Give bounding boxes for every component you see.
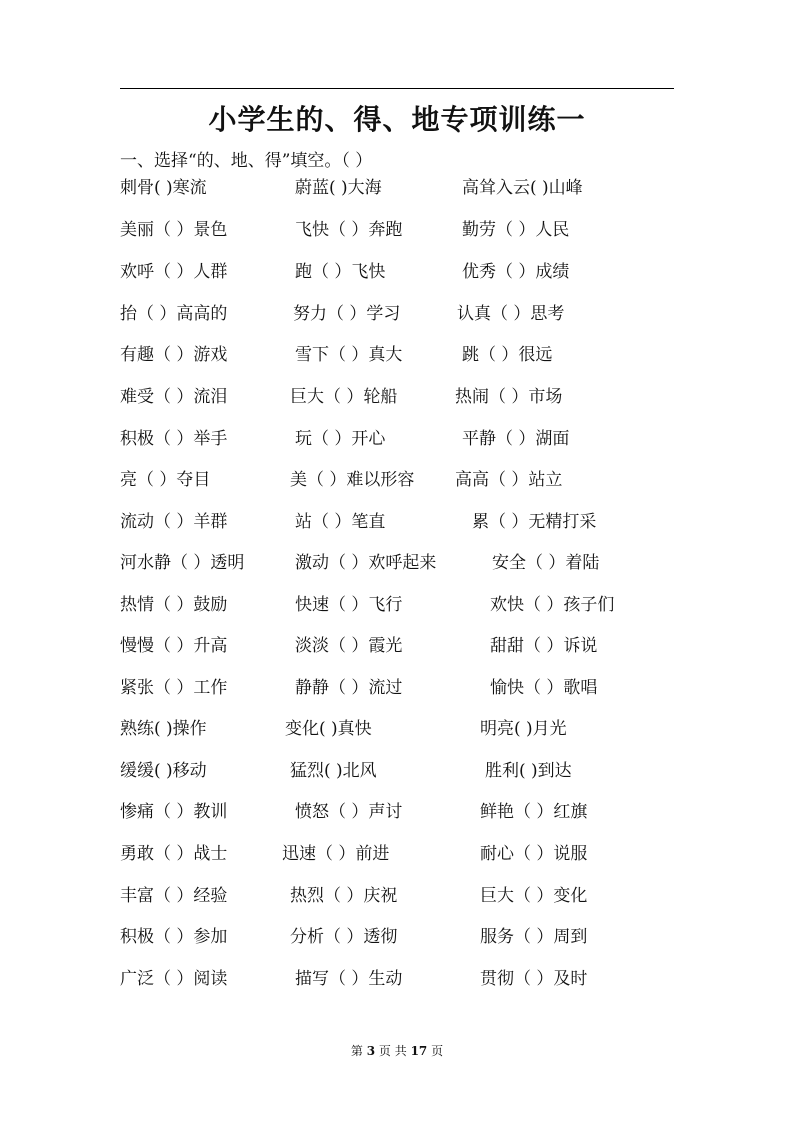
- exercise-item: 勇敢（ ）战士: [120, 844, 228, 864]
- exercise-item: 安全（ ）着陆: [492, 553, 600, 573]
- exercise-item: 积极（ ）举手: [120, 429, 228, 449]
- exercise-item: 愤怒（ ）声讨: [295, 802, 403, 822]
- exercise-item: 贯彻（ ）及时: [480, 969, 588, 989]
- exercise-item: 巨大（ ）轮船: [290, 387, 398, 407]
- exercise-item: 热闹（ ）市场: [455, 387, 563, 407]
- exercise-item: 巨大（ ）变化: [480, 886, 588, 906]
- exercise-item: 累（ ）无精打采: [472, 512, 597, 532]
- exercise-item: 平静（ ）湖面: [462, 429, 570, 449]
- exercise-item: 热烈（ ）庆祝: [290, 886, 398, 906]
- exercise-item: 亮（ ）夺目: [120, 470, 211, 490]
- exercise-item: 刺骨( )寒流: [120, 178, 207, 198]
- header-rule: [120, 88, 674, 89]
- exercise-item: 有趣（ ）游戏: [120, 345, 228, 365]
- exercise-item: 跑（ ）飞快: [295, 262, 386, 282]
- exercise-item: 迅速（ ）前进: [282, 844, 390, 864]
- exercise-item: 美（ ）难以形容: [290, 470, 415, 490]
- exercise-item: 优秀（ ）成绩: [462, 262, 570, 282]
- page-title: 小学生的、得、地专项训练一: [208, 103, 586, 136]
- exercise-item: 分析（ ）透彻: [290, 927, 398, 947]
- footer-prefix: 第: [350, 1044, 363, 1058]
- exercise-item: 缓缓( )移动: [120, 761, 207, 781]
- exercise-item: 高耸入云( )山峰: [462, 178, 583, 198]
- exercise-item: 淡淡（ ）霞光: [295, 636, 403, 656]
- exercise-item: 激动（ ）欢呼起来: [295, 553, 437, 573]
- exercise-item: 玩（ ）开心: [295, 429, 386, 449]
- instruction-text: 一、选择“的、地、得”填空。（ ）: [120, 151, 373, 171]
- footer-suffix: 页: [431, 1044, 444, 1058]
- exercise-item: 勤劳（ ）人民: [462, 220, 570, 240]
- exercise-item: 飞快（ ）奔跑: [295, 220, 403, 240]
- exercise-item: 鲜艳（ ）红旗: [480, 802, 588, 822]
- exercise-item: 努力（ ）学习: [293, 304, 401, 324]
- exercise-item: 描写（ ）生动: [295, 969, 403, 989]
- exercise-item: 热情（ ）鼓励: [120, 595, 228, 615]
- exercise-item: 雪下（ ）真大: [295, 345, 403, 365]
- exercise-item: 欢呼（ ）人群: [120, 262, 228, 282]
- exercise-item: 难受（ ）流泪: [120, 387, 228, 407]
- exercise-item: 变化( )真快: [285, 719, 372, 739]
- footer-current-page: 3: [366, 1044, 376, 1058]
- page-footer: [0, 1042, 794, 1059]
- exercise-item: 服务（ ）周到: [480, 927, 588, 947]
- exercise-item: 美丽（ ）景色: [120, 220, 228, 240]
- exercise-item: 胜利( )到达: [485, 761, 572, 781]
- exercise-item: 欢快（ ）孩子们: [490, 595, 615, 615]
- exercise-item: 惨痛（ ）教训: [120, 802, 228, 822]
- exercise-item: 紧张（ ）工作: [120, 678, 228, 698]
- exercise-item: 蔚蓝( )大海: [295, 178, 382, 198]
- footer-total-pages: 17: [410, 1044, 428, 1058]
- footer-middle: 页 共: [378, 1044, 407, 1058]
- exercise-item: 明亮( )月光: [480, 719, 567, 739]
- exercise-item: 认真（ ）思考: [457, 304, 565, 324]
- exercise-item: 丰富（ ）经验: [120, 886, 228, 906]
- exercise-item: 抬（ ）高高的: [120, 304, 228, 324]
- exercise-item: 流动（ ）羊群: [120, 512, 228, 532]
- exercise-item: 耐心（ ）说服: [480, 844, 588, 864]
- exercise-item: 快速（ ）飞行: [295, 595, 403, 615]
- exercise-item: 站（ ）笔直: [295, 512, 386, 532]
- exercise-item: 河水静（ ）透明: [120, 553, 245, 573]
- exercise-item: 积极（ ）参加: [120, 927, 228, 947]
- exercise-item: 熟练( )操作: [120, 719, 207, 739]
- exercise-item: 高高（ ）站立: [455, 470, 563, 490]
- exercise-item: 愉快（ ）歌唱: [490, 678, 598, 698]
- exercise-item: 跳（ ）很远: [462, 345, 553, 365]
- exercise-item: 甜甜（ ）诉说: [490, 636, 598, 656]
- exercise-item: 静静（ ）流过: [295, 678, 403, 698]
- exercise-item: 猛烈( )北风: [290, 761, 377, 781]
- exercise-item: 广泛（ ）阅读: [120, 969, 228, 989]
- exercise-item: 慢慢（ ）升高: [120, 636, 228, 656]
